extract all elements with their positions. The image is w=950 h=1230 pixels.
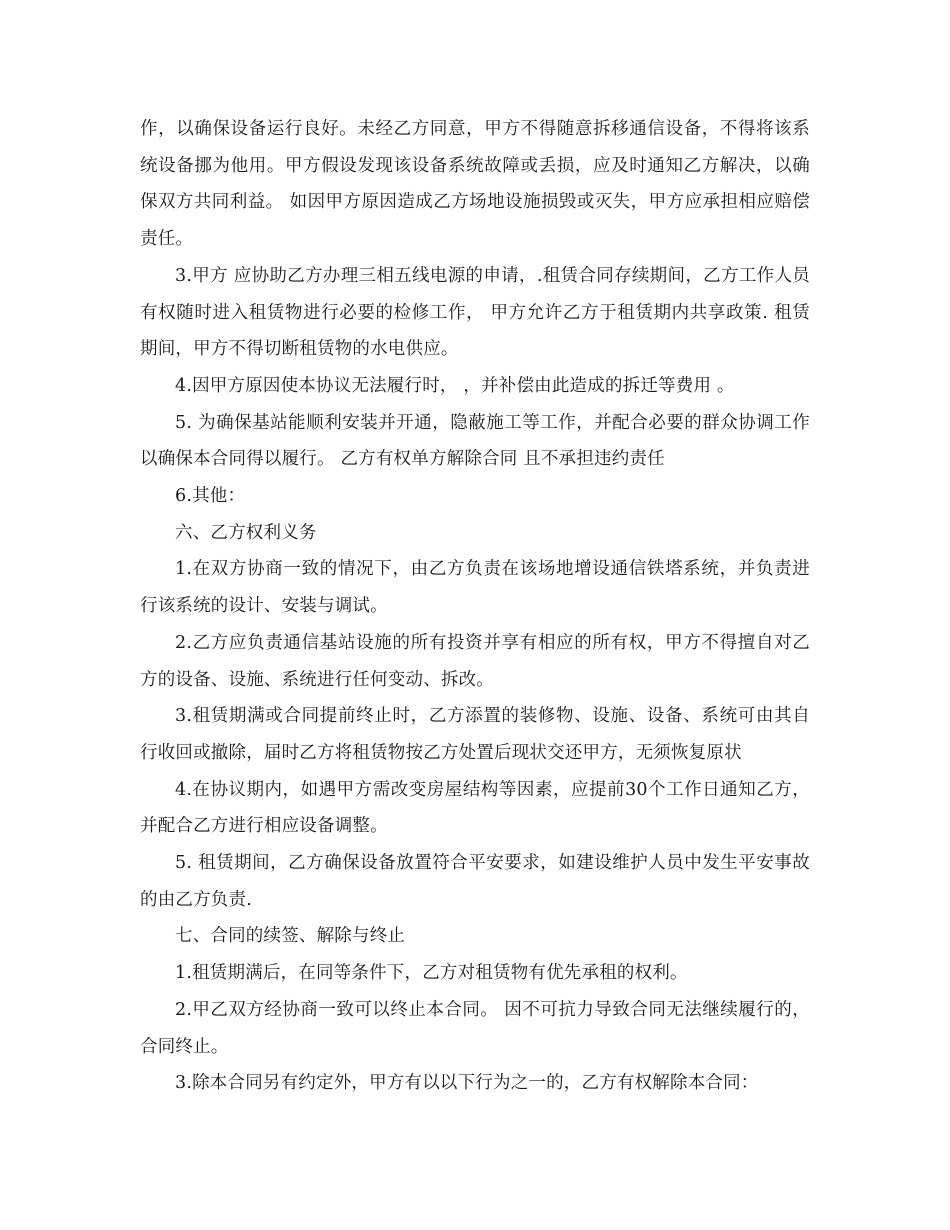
paragraph-clause-2: 2.乙方应负责通信基站设施的所有投资并享有相应的所有权，甲方不得擅自对乙方的设备、设施、系统进行任何变动、拆改。 [140, 632, 810, 690]
paragraph-clause-3: 3.甲方 应协助乙方办理三相五线电源的申请，.租赁合同存续期间，乙方工作人员有权随时进入租赁物进行必要的检修工作， 甲方允许乙方于租赁期内共享政策. 租赁期间，甲方不得切断租赁物的水电供应。 [140, 265, 810, 360]
section-heading-7: 七、合同的续签、解除与终止 [175, 926, 406, 947]
paragraph-clause-2: 2.甲乙双方经协商一致可以终止本合同。 因不可抗力导致合同无法继续履行的，合同终止。 [140, 999, 810, 1057]
paragraph-clause-3: 3.租赁期满或合同提前终止时，乙方添置的装修物、设施、设备、系统可由其自行收回或撤除，届时乙方将租赁物按乙方处置后现状交还甲方，无须恢复原状 [140, 706, 810, 763]
paragraph-clause-5: 5. 为确保基站能顺利安装并开通，隐蔽施工等工作，并配合必要的群众协调工作以确保本合同得以履行。 乙方有权单方解除合同 且不承担违约责任 [140, 412, 810, 470]
paragraph-clause-3: 3.除本合同另有约定外，甲方有以以下行为之一的，乙方有权解除本合同： [175, 1073, 759, 1094]
paragraph-continuation: 作，以确保设备运行良好。未经乙方同意，甲方不得随意拆移通信设备，不得将该系统设备挪为他用。甲方假设发现该设备系统故障或丢损，应及时通知乙方解决，以确保双方共同利益。 如因甲方原因造成乙方场地设施损毁或灭失，甲方应承担相应赔偿责任。 [140, 119, 810, 250]
paragraph-clause-4: 4.因甲方原因使本协议无法履行时， ，并补偿由此造成的拆迁等费用 。 [175, 375, 735, 396]
paragraph-clause-1: 1.在双方协商一致的情况下，由乙方负责在该场地增设通信铁塔系统，并负责进行该系统的设计、安装与调试。 [140, 559, 810, 617]
paragraph-clause-1: 1.租赁期满后，在同等条件下，乙方对租赁物有优先承租的权利。 [175, 963, 688, 984]
paragraph-clause-4: 4.在协议期内，如遇甲方需改变房屋结构等因素，应提前30个工作日通知乙方，并配合乙方进行相应设备调整。 [140, 779, 810, 837]
paragraph-clause-6: 6.其他： [175, 486, 246, 507]
section-heading-6: 六、乙方权利义务 [175, 522, 317, 543]
document-body [140, 111, 810, 1102]
paragraph-clause-5: 5. 租赁期间，乙方确保设备放置符合平安要求，如建设维护人员中发生平安事故的由乙方负责. [140, 853, 810, 910]
